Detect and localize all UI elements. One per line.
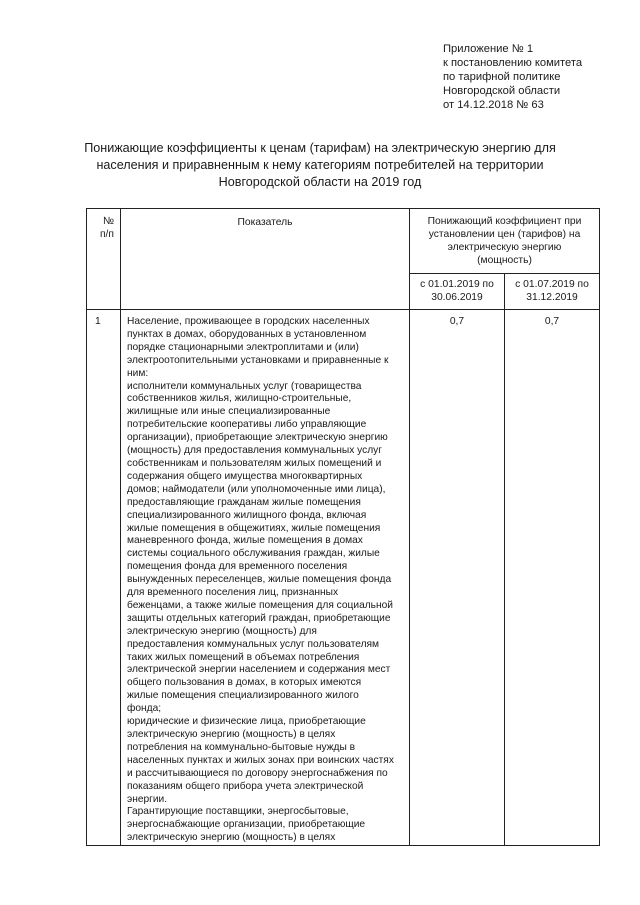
indicator-text-line: и рассчитывающиеся по договору энергоснабжения по <box>127 767 388 779</box>
title-line: Понижающие коэффициенты к ценам (тарифам) на электрическую энергию для <box>84 141 556 155</box>
period1-line: 30.06.2019 <box>431 292 483 303</box>
indicator-text-line: фонда; <box>127 703 162 715</box>
indicator-text-line: энергии. <box>127 793 168 805</box>
indicator-text-line: содержания общего имущества многоквартирных <box>127 470 363 482</box>
indicator-text-line: юридические и физические лица, приобретающие <box>127 716 366 728</box>
indicator-text-line: системы социального обслуживания граждан, жилые <box>127 548 380 560</box>
appendix-line: Новгородской области <box>443 85 561 97</box>
header-period2-cell <box>505 274 600 310</box>
indicator-text-line: ним: <box>127 367 149 379</box>
indicator-text-line: домов; наймодатели (или уполномоченные ими лица), <box>127 483 386 495</box>
indicator-text-line: собственникам и пользователям жилых помещений и <box>127 457 382 469</box>
indicator-text-line: Гарантирующие поставщики, энергосбытовые, <box>127 806 349 818</box>
indicator-text-line: потребления на коммунально-бытовые нужды в <box>127 741 356 753</box>
row-number-cell <box>87 310 121 846</box>
indicator-text-line: электрической энергии населением и содержания мест <box>127 664 391 676</box>
indicator-text-line: пунктах в домах, оборудованных в установленном <box>127 328 367 340</box>
indicator-text-line: потребительские кооперативы либо управляющие <box>127 419 367 431</box>
row-value-period2-cell <box>505 310 600 846</box>
table-row <box>87 310 600 846</box>
appendix-line: Приложение № 1 <box>443 43 534 55</box>
row-indicator-cell <box>121 310 410 846</box>
row-number: 1 <box>95 316 101 327</box>
row-value-period2: 0,7 <box>544 316 560 327</box>
indicator-text-line: электрическую энергию (мощность) для <box>127 625 317 637</box>
indicator-text-line: беженцами, а также жилые помещения для социальной <box>127 599 393 611</box>
period2-line: с 01.07.2019 по <box>515 279 589 290</box>
row-value-period1: 0,7 <box>449 316 465 327</box>
header-indicator-label: Показатель <box>237 217 293 228</box>
indicator-text-line: общего пользования в домах, в которых имеются <box>127 677 362 689</box>
appendix-line: к постановлению комитета <box>443 57 583 69</box>
header-indicator-cell <box>121 209 410 310</box>
indicator-text-line: населенных пунктах и жилых зонах при воинских частях <box>127 754 394 766</box>
header-number-cell <box>87 209 121 310</box>
indicator-text-line: жилищные или иные специализированные <box>127 406 331 418</box>
header-coefficient-line: Понижающий коэффициент при <box>427 216 582 227</box>
indicator-text-line: энергоснабжающие организации, приобретающие <box>127 819 366 831</box>
title-line: населения и приравненным к нему категориям потребителей на территории <box>96 158 544 172</box>
header-coefficient-line: электрическую энергию <box>447 242 562 253</box>
period1-line: с 01.01.2019 по <box>420 279 494 290</box>
indicator-text-line: жилые помещения специализированного жилого <box>127 690 359 702</box>
indicator-text-line: помещения фонда для временного поселения <box>127 561 348 573</box>
indicator-text-line: предоставляющие гражданам жилые помещения <box>127 496 361 508</box>
indicator-text-line: собственников жилья, жилищно-строительные, <box>127 393 352 405</box>
indicator-text-line: показаниям общего прибора учета электрической <box>127 780 364 792</box>
indicator-text-line: электрическую энергию (мощность) в целях <box>127 832 336 844</box>
indicator-text-line: защиты отдельных категорий граждан, приобретающие <box>127 612 391 624</box>
indicator-text-line: специализированного жилищного фонда, включая <box>127 509 367 521</box>
period2-line: 31.12.2019 <box>526 292 578 303</box>
table-header-row <box>87 209 600 274</box>
indicator-text-line: маневренного фонда, жилые помещения в домах <box>127 535 363 547</box>
header-number-symbol: № <box>102 216 114 227</box>
coefficients-table <box>86 208 600 846</box>
indicator-text-line: вынужденных переселенцев, жилые помещения фонда <box>127 574 392 586</box>
header-coefficient-cell <box>410 209 600 274</box>
indicator-text-line: электрическую энергию (мощность) в целях <box>127 729 336 740</box>
row-value-period1-cell <box>410 310 505 846</box>
appendix-line: по тарифной политике <box>443 71 561 83</box>
indicator-text-line: Население, проживающее в городских населенных <box>127 316 370 327</box>
indicator-text-line: порядке стационарными электроплитами и (или) <box>127 341 359 353</box>
title-line: Новгородской области на 2019 год <box>218 175 422 189</box>
indicator-text-line: жилые помещения в общежитиях, жилые помещения <box>127 522 381 534</box>
appendix-line: от 14.12.2018 № 63 <box>443 99 544 111</box>
appendix-reference <box>443 42 628 112</box>
indicator-text-line: исполнители коммунальных услуг (товарищества <box>127 380 362 392</box>
header-coefficient-line: установлении цен (тарифов) на <box>428 229 581 240</box>
indicator-text-line: предоставления коммунальных услуг пользователям <box>127 638 380 650</box>
header-number-pp: п/п <box>99 229 114 240</box>
indicator-text-line: организации), приобретающие электрическую энергию <box>127 432 388 444</box>
indicator-text-line: для временного поселения лиц, признанных <box>127 587 339 599</box>
indicator-text-line: (мощность) для предоставления коммунальных услуг <box>127 445 382 457</box>
indicator-text-line: таких жилых помещений в объемах потребления <box>127 651 360 663</box>
indicator-text-line: электроотопительными установками и приравненные к <box>127 354 389 366</box>
header-period1-cell <box>410 274 505 310</box>
document-title <box>40 140 600 191</box>
header-coefficient-line: (мощность) <box>477 255 532 266</box>
